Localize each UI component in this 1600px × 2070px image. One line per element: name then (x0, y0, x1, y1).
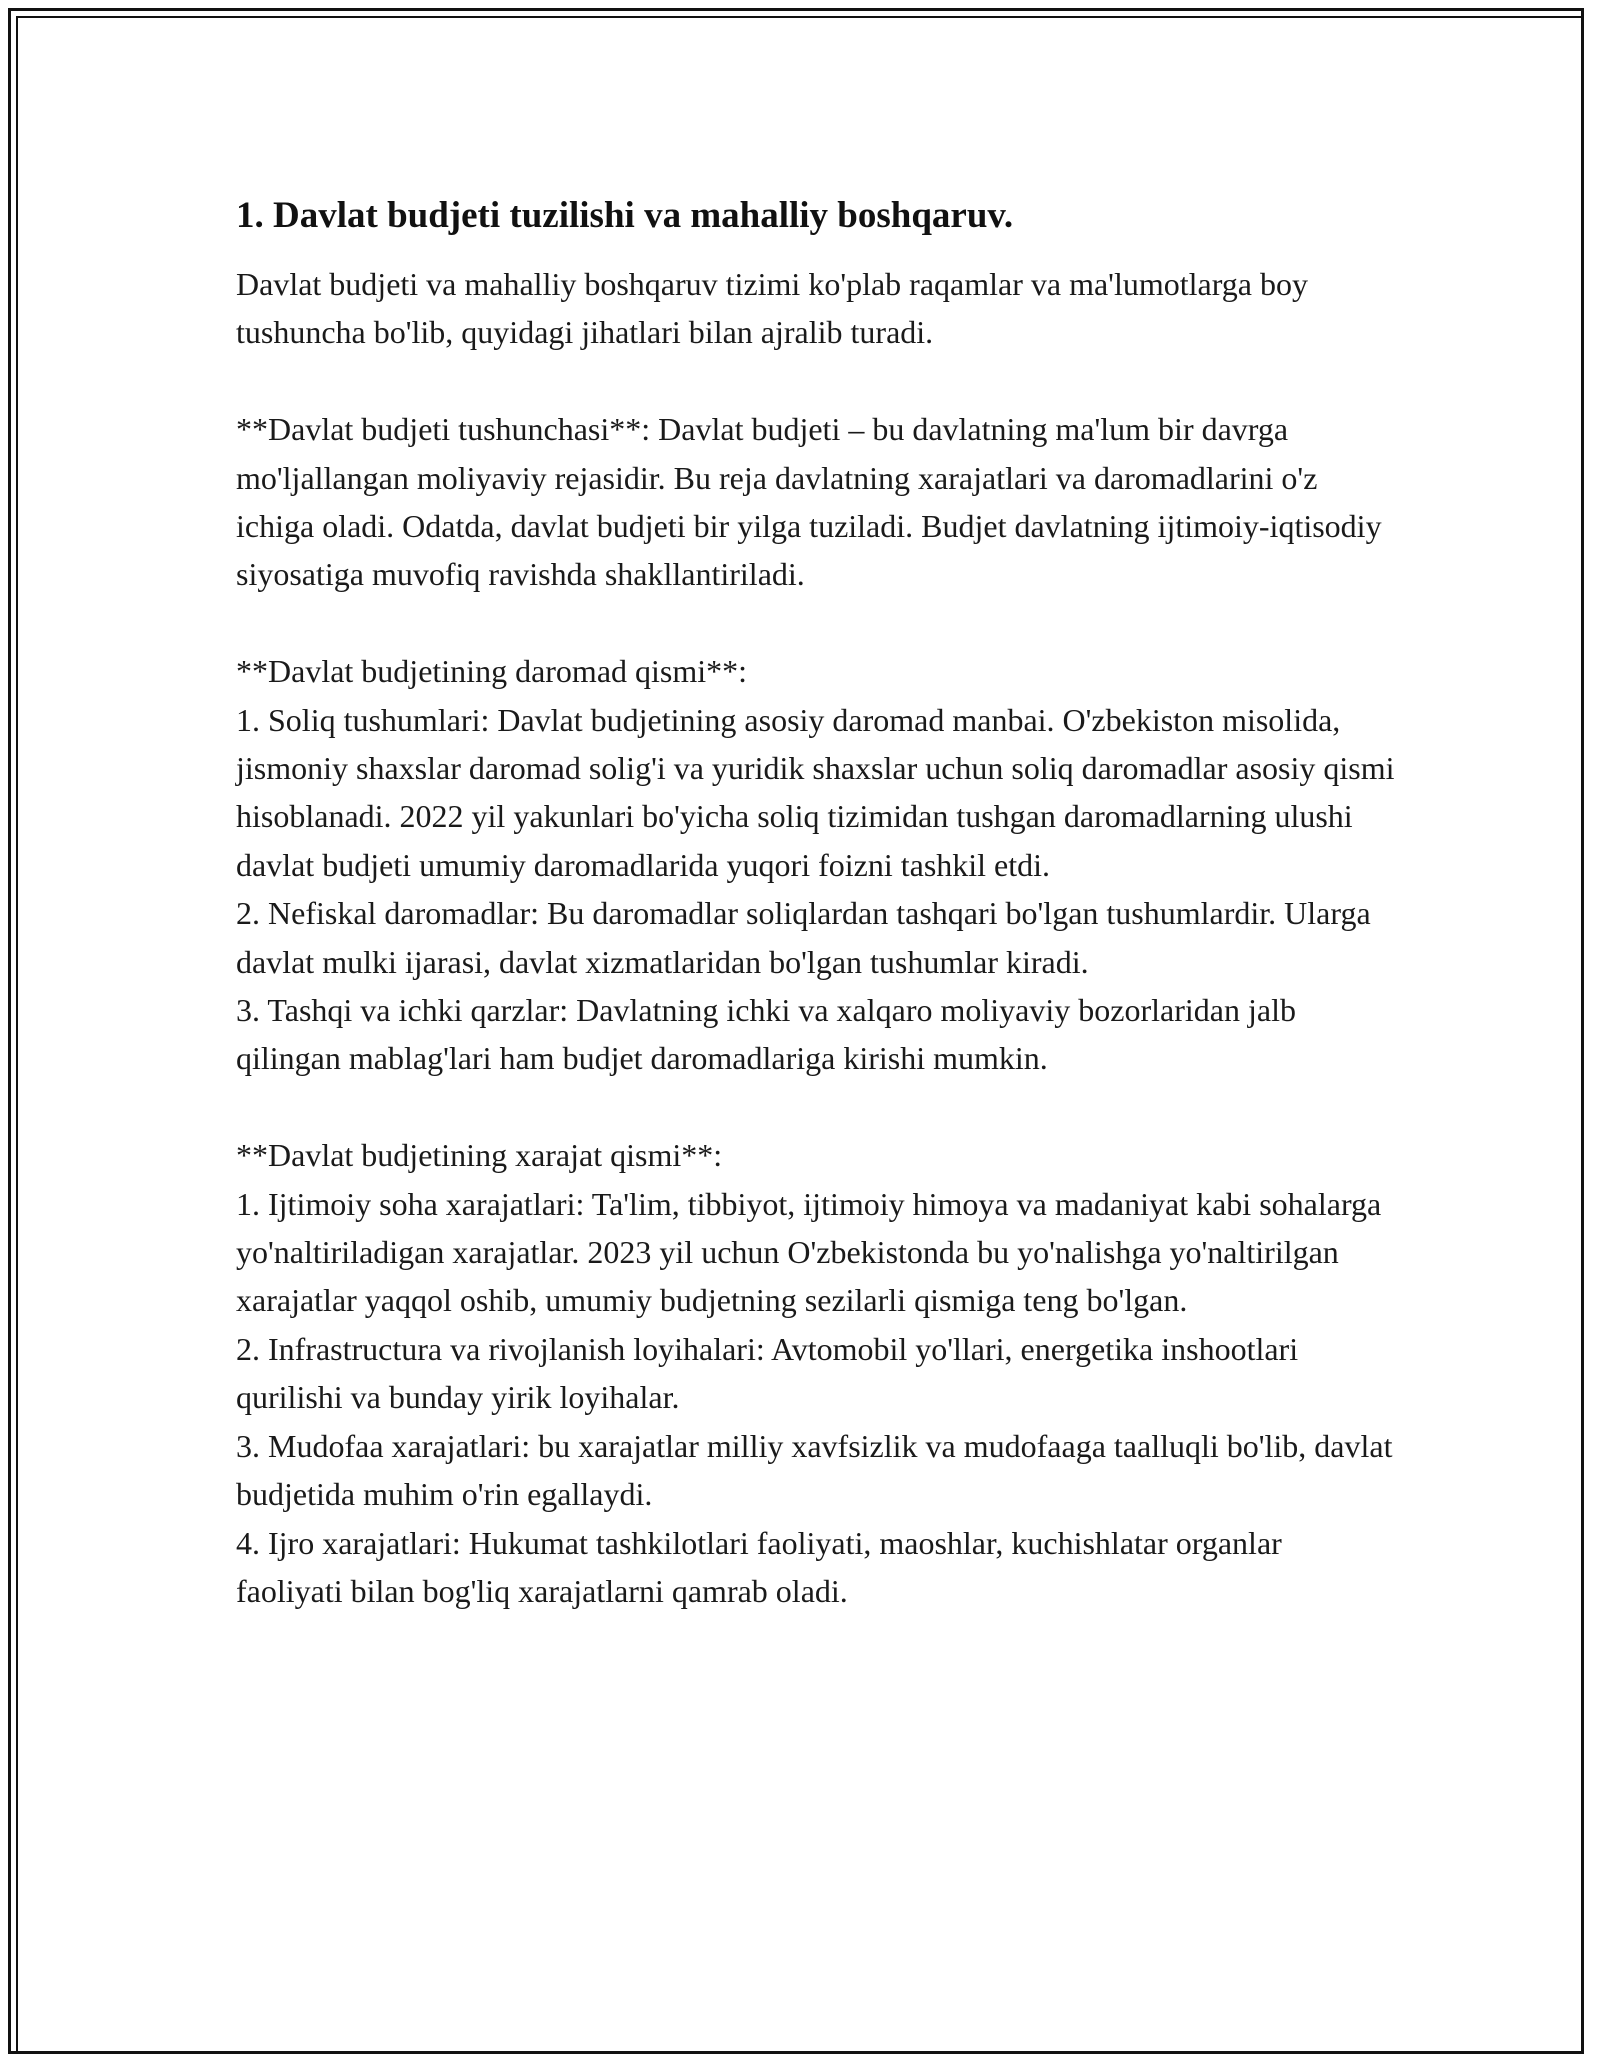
expense-item-executive: 4. Ijro xarajatlari: Hukumat tashkilotlari faoliyati, maoshlar, kuchishlatar organlar faoliyati bilan bog'liq xarajatlarni qamrab oladi. (236, 1524, 1282, 1609)
expense-section (236, 1131, 1396, 1615)
expense-item-defense: 3. Mudofaa xarajatlari: bu xarajatlar milliy xavfsizlik va mudofaaga taalluqli bo'lib, davlat budjetida muhim o'rin egallaydi. (236, 1427, 1393, 1513)
revenue-item-nontax: 2. Nefiskal daromadlar: Bu daromadlar soliqlardan tashqari bo'lgan tushumlardir. Ularga davlat mulki ijarasi, davlat xizmatlaridan bo'lgan tushumlar kiradi. (236, 895, 1371, 980)
revenue-item-debt: 3. Tashqi va ichki qarzlar: Davlatning ichki va xalqaro moliyaviy bozorlaridan jalb qilingan mablag'lari ham budjet daromadlariga kirishi mumkin. (236, 992, 1296, 1077)
paragraph-gap (236, 357, 1396, 405)
expense-heading: **Davlat budjetining xarajat qismi**: (236, 1137, 723, 1174)
document-title: 1. Davlat budjeti tuzilishi va mahalliy boshqaruv. (236, 195, 1014, 236)
paragraph-gap (236, 1083, 1396, 1131)
expense-item-social: 1. Ijtimoiy soha xarajatlari: Ta'lim, tibbiyot, ijtimoiy himoya va madaniyat kabi sohalarga yo'naltiriladigan xarajatlar. 2023 yil uchun O'zbekistonda bu yo'nalishga yo'naltirilgan xarajatlar yaqqol oshib, umumiy budjetning sezilarli qismiga teng bo'lgan. (236, 1185, 1382, 1319)
revenue-heading: **Davlat budjetining daromad qismi**: (236, 653, 748, 690)
expense-item-infrastructure: 2. Infrastructura va rivojlanish loyihalari: Avtomobil yo'llari, energetika inshootlari qurilishi va bunday yirik loyihalar. (236, 1330, 1299, 1416)
revenue-section (236, 647, 1396, 1083)
budget-concept-paragraph: **Davlat budjeti tushunchasi**: Davlat budjeti – bu davlatning ma'lum bir davrga mo'ljallangan moliyaviy rejasidir. Bu reja davlatning xarajatlari va daromadlarini o'z ichiga oladi. Odatda, davlat budjeti bir yilga tuziladi. Budjet davlatning ijtimoiy-iqtisodiy siyosatiga muvofiq ravishda shakllantiriladi. (236, 411, 1382, 593)
intro-paragraph: Davlat budjeti va mahalliy boshqaruv tizimi ko'plab raqamlar va ma'lumotlarga boy tushuncha bo'lib, quyidagi jihatlari bilan ajralib turadi. (236, 266, 1308, 351)
revenue-item-tax: 1. Soliq tushumlari: Davlat budjetining asosiy daromad manbai. O'zbekiston misolida, jismoniy shaxslar daromad solig'i va yuridik shaxslar uchun soliq daromadlar asosiy qismi hisoblanadi. 2022 yil yakunlari bo'yicha soliq tizimidan tushgan daromadlarning ulushi davlat budjeti umumiy daromadlarida yuqori foizni tashkil etdi. (236, 701, 1395, 883)
document-body (236, 188, 1396, 1615)
paragraph-gap (236, 599, 1396, 647)
